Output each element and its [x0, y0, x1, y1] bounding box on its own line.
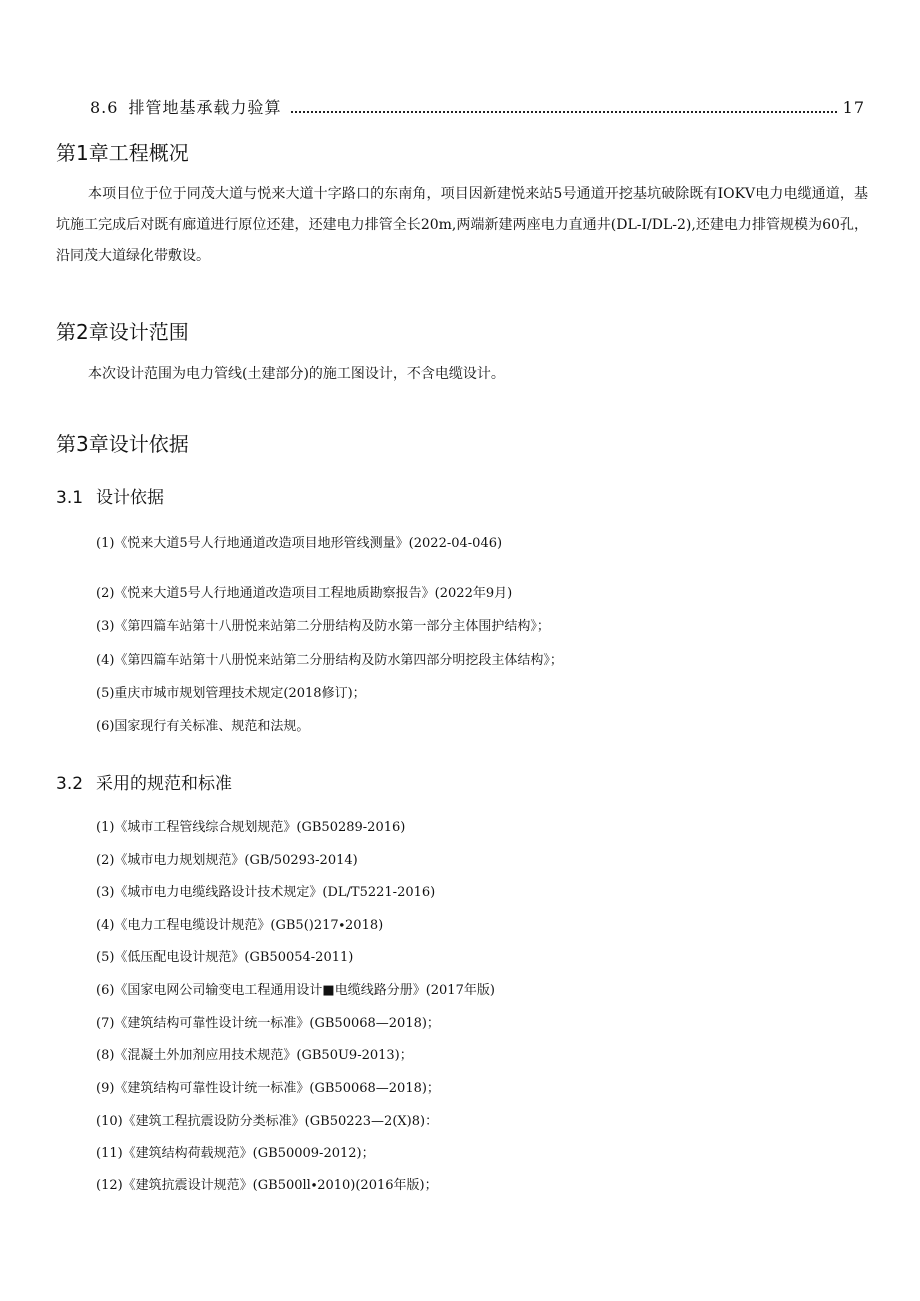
list-item: (9)《建筑结构可靠性设计统一标准》(GB50068—2018)；	[96, 1081, 440, 1096]
toc-entry-number: 8.6	[90, 98, 119, 117]
toc-entry-page: 17	[842, 98, 865, 117]
list-item: (12)《建筑抗震设计规范》(GB500ll∙2010)(2016年版)；	[96, 1178, 438, 1193]
section-3-2-title: 采用的规范和标准	[96, 774, 232, 794]
chapter-2-body: 本次设计范围为电力管线(土建部分)的施工图设计，不含电缆设计。	[88, 366, 505, 382]
list-item: (3)《城市电力电缆线路设计技术规定》(DL/T5221-2016)	[96, 885, 436, 900]
list-item: (4)《电力工程电缆设计规范》(GB5()217∙2018)	[96, 918, 384, 933]
chapter-1-title: 第1章工程概况	[56, 141, 189, 165]
list-item: (8)《混凝土外加剂应用技术规范》(GB50U9-2013)；	[96, 1048, 413, 1063]
chapter-2-title: 第2章设计范围	[56, 320, 189, 344]
list-item: (3)《第四篇车站第十八册悦来站第二分册结构及防水第一部分主体围护结构》；	[96, 619, 550, 634]
chapter-1-body: 本项目位于位于同茂大道与悦来大道十字路口的东南角，项目因新建悦来站5号通道开挖基坑破除既有IOKV电力电缆通道，基坑施工完成后对既有廊道进行原位还建，还建电力排管全长20m,两端新建两座电力直通井(DL-I/DL-2),还建电力排管规模为60孔，沿同茂大道绿化带敷设。	[56, 186, 868, 264]
list-item: (2)《悦来大道5号人行地通道改造项目工程地质勘察报告》(2022年9月)	[96, 586, 513, 601]
list-item: (10)《建筑工程抗震设防分类标准》(GB50223—2(X)8)：	[96, 1114, 439, 1129]
section-3-2-heading	[56, 769, 232, 794]
list-item: (1)《悦来大道5号人行地通道改造项目地形管线测量》(2022-04-046)	[96, 536, 503, 551]
toc-entry-title: 排管地基承载力验算	[128, 98, 282, 117]
chapter-3-title: 第3章设计依据	[56, 432, 189, 456]
list-item: (11)《建筑结构荷载规范》(GB50009-2012)；	[96, 1146, 375, 1161]
section-3-1-title: 设计依据	[96, 488, 164, 508]
list-item: (7)《建筑结构可靠性设计统一标准》(GB50068—2018)；	[96, 1016, 440, 1031]
list-item: (6)《国家电网公司输变电工程通用设计■电缆线路分册》(2017年版)	[96, 983, 495, 998]
toc-entry[interactable]	[90, 95, 865, 118]
list-item: (1)《城市工程管线综合规划规范》(GB50289-2016)	[96, 820, 406, 835]
list-item: (2)《城市电力规划规范》(GB/50293-2014)	[96, 853, 358, 868]
section-3-2-number: 3.2	[56, 774, 84, 794]
list-item: (5)《低压配电设计规范》(GB50054-2011)	[96, 950, 354, 965]
list-item: (6)国家现行有关标准、规范和法规。	[96, 719, 310, 734]
section-3-1-heading	[56, 483, 164, 508]
list-item: (5)重庆市城市规划管理技术规定(2018修订)；	[96, 686, 366, 701]
section-3-1-number: 3.1	[56, 488, 84, 508]
toc-leader-dots	[291, 111, 836, 113]
list-item: (4)《第四篇车站第十八册悦来站第二分册结构及防水第四部分明挖段主体结构》；	[96, 653, 563, 668]
